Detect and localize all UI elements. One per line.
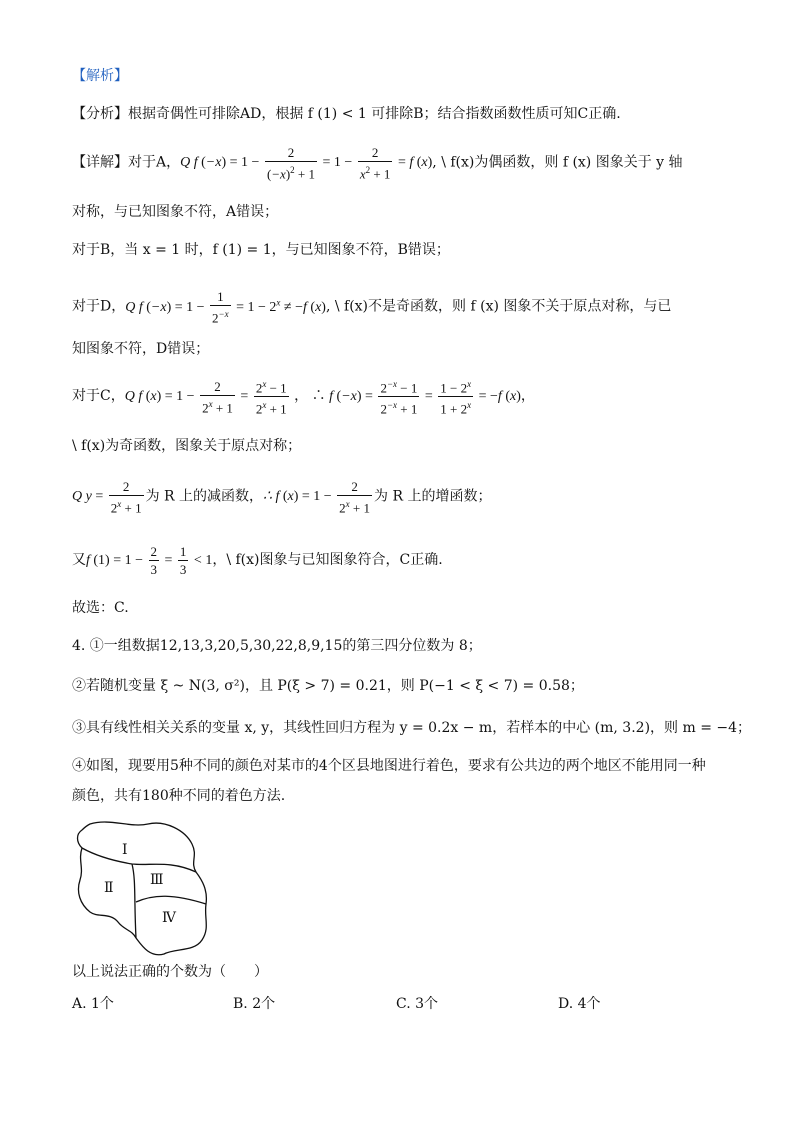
detail-a-intro: 对于A， (128, 154, 181, 171)
detail-c-line-2: \ f(x)为奇函数，图象关于原点对称； (72, 438, 302, 454)
detail-d-intro: 对于D， (72, 298, 126, 315)
map-outline (78, 822, 207, 955)
region-map-figure (70, 818, 220, 958)
fraction: $\frac{1}{2^{-x}}$ (212, 289, 229, 326)
fraction: $\frac{2}{x^2 + 1}$ (359, 145, 391, 182)
detail-q-tail-1: 为 R 上的减函数， (145, 488, 264, 505)
detail-a-tail: , \ f(x)为偶函数，则 f (x) 图象关于 y 轴 (432, 154, 683, 171)
fraction: $\frac{1}{3}$ (179, 544, 187, 578)
solution-header: 【解析】 (72, 68, 128, 84)
formula-you: f (1) = 1 − $\frac{2}{3}$ = $\frac{1}{3}$ < 1 (86, 544, 213, 578)
option-d[interactable]: D. 4个 (558, 996, 601, 1012)
detail-c-line (72, 376, 535, 417)
map-border-3 (136, 896, 206, 904)
detail-d-tail: , \ f(x)不是奇函数，则 f (x) 图象不关于原点对称，与已 (325, 298, 672, 315)
map-border-2 (132, 864, 136, 938)
formula-c: Q f (x) = 1 − $\frac{2}{2^x + 1}$ = $\frac{2^x - 1}{2^x + 1}$ ， ∴ f (−x) = $\frac{2^{-x} - 1}{2^{-x} + 1}$ = $\frac{1 - 2^x}{1 + 2^x}$ = −f (x)， (125, 389, 535, 404)
q4-stem: 以上说法正确的个数为（ ） (72, 964, 268, 980)
map-label-1: Ⅰ (122, 843, 128, 858)
fraction: $\frac{2}{3}$ (150, 544, 158, 578)
detail-you-line (72, 542, 443, 578)
map-label-3: Ⅲ (150, 873, 164, 888)
option-c[interactable]: C. 3个 (396, 996, 439, 1012)
detail-tag: 【详解】 (72, 154, 128, 171)
detail-q-line (72, 478, 491, 514)
option-a[interactable]: A. 1个 (72, 996, 114, 1012)
q4-statement-4-line-2: 颜色，共有180种不同的着色方法. (72, 788, 286, 804)
fraction: $\frac{2}{2^x + 1}$ (110, 479, 142, 516)
detail-d-line-2: 知图象不符，D错误； (72, 341, 210, 357)
fraction: $\frac{2}{(-x)^2 + 1}$ (266, 145, 316, 182)
detail-q-tail-2: 为 R 上的增函数； (374, 488, 492, 505)
detail-you-intro: 又 (72, 552, 86, 568)
detail-a-line-2: 对称，与已知图象不符，A错误； (72, 204, 279, 220)
fraction: $\frac{2^x - 1}{2^x + 1}$ (254, 376, 289, 418)
detail-d-line (72, 284, 672, 326)
detail-you-tail: ，\ f(x)图象与已知图象符合，C正确. (212, 552, 443, 568)
formula-q1: Q y = $\frac{2}{2^x + 1}$ (72, 479, 142, 516)
analysis-line (72, 104, 621, 124)
formula-d: Q f (−x) = 1 − $\frac{1}{2^{-x}}$ = $1 - 2^x \ne -f$ (x) (125, 289, 326, 326)
map-border-1 (82, 848, 196, 872)
fraction: $\frac{2}{2^x + 1}$ (339, 479, 371, 516)
formula-q2: ∴ f (x) = 1 − $\frac{2}{2^x + 1}$ (263, 479, 371, 516)
fraction: $\frac{2}{2^x + 1}$ (202, 378, 233, 415)
fraction: $\frac{1 - 2^x}{1 + 2^x}$ (438, 376, 473, 418)
option-b[interactable]: B. 2个 (233, 996, 276, 1012)
detail-a-line (72, 144, 683, 180)
formula-a: Q f (−x) = 1 − $\frac{2}{(-x)^2 + 1}$ = 1 − $\frac{2}{x^2 + 1}$ = f (x) (180, 145, 433, 182)
analysis-tag: 【分析】 (72, 106, 128, 122)
detail-b-line: 对于B，当 x = 1 时，f (1) = 1，与已知图象不符，B错误； (72, 242, 450, 258)
fraction: $\frac{2^{-x} - 1}{2^{-x} + 1}$ (378, 376, 419, 418)
analysis-text: 根据奇偶性可排除AD，根据 f (1) < 1 可排除B；结合指数函数性质可知C正确. (128, 106, 621, 122)
q4-statement-3: ③具有线性相关关系的变量 x, y，其线性回归方程为 y = 0.2x − m，若样本的中心 (m, 3.2)，则 m = −4； (72, 720, 752, 736)
map-label-4: Ⅳ (162, 911, 176, 926)
q4-statement-2: ②若随机变量 ξ ~ N(3, σ²)，且 P(ξ > 7) = 0.21，则 P(−1 < ξ < 7) = 0.58； (72, 678, 584, 694)
answer-line: 故选：C. (72, 600, 129, 616)
q4-statement-1: 4. ①一组数据12,13,3,20,5,30,22,8,9,15的第三四分位数为 8； (72, 638, 482, 654)
q4-statement-4-line-1: ④如图，现要用5种不同的颜色对某市的4个区县地图进行着色，要求有公共边的两个地区不能用同一种 (72, 758, 706, 774)
detail-c-intro: 对于C， (72, 388, 125, 405)
map-label-2: Ⅱ (104, 881, 114, 896)
